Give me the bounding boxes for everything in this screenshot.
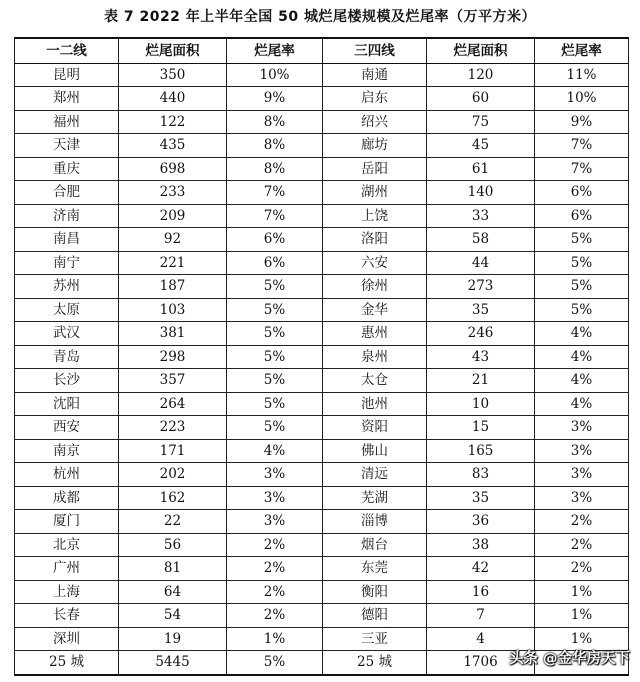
cell-tier1-area: 698 [119,157,227,181]
cell-tier3-city: 佛山 [323,439,427,463]
cell-tier3-area: 38 [427,533,535,557]
cell-tier3-area: 42 [427,557,535,581]
table-row [15,604,629,628]
cell-tier1-area: 298 [119,345,227,369]
cell-tier1-area: 233 [119,181,227,205]
cell-tier1-area: 81 [119,557,227,581]
cell-tier1-city: 西安 [15,416,119,440]
table-row [15,181,629,205]
cell-tier1-rate: 8% [227,110,323,134]
cell-tier1-city: 南京 [15,439,119,463]
cell-tier1-city: 苏州 [15,275,119,299]
cell-tier3-area: 60 [427,87,535,111]
col-header-tier3-rate: 烂尾率 [535,38,629,63]
cell-tier3-area: 35 [427,298,535,322]
cell-tier1-area: 187 [119,275,227,299]
cell-tier3-rate: 10% [535,87,629,111]
cell-tier1-rate: 5% [227,651,323,675]
cell-tier3-area: 246 [427,322,535,346]
cell-tier1-city: 北京 [15,533,119,557]
cell-tier1-city: 成都 [15,486,119,510]
cell-tier3-area: 1706 [427,651,535,675]
cell-tier3-rate: 6% [535,181,629,205]
cell-tier1-area: 171 [119,439,227,463]
cell-tier1-city: 上海 [15,580,119,604]
data-table [14,37,629,676]
cell-tier1-area: 209 [119,204,227,228]
cell-tier3-city: 资阳 [323,416,427,440]
table-row [15,298,629,322]
cell-tier1-city: 天津 [15,134,119,158]
table-row [15,322,629,346]
cell-tier3-area: 35 [427,486,535,510]
table-row [15,486,629,510]
cell-tier3-rate: 3% [535,439,629,463]
cell-tier3-area: 16 [427,580,535,604]
cell-tier1-city: 广州 [15,557,119,581]
cell-tier1-area: 64 [119,580,227,604]
table-title: 表 7 2022 年上半年全国 50 城烂尾楼规模及烂尾率（万平方米） [103,9,537,25]
cell-tier3-city: 上饶 [323,204,427,228]
table-row [15,251,629,275]
table-row [15,463,629,487]
cell-tier1-city: 昆明 [15,63,119,87]
cell-tier3-area: 75 [427,110,535,134]
cell-tier3-city: 岳阳 [323,157,427,181]
header-row [15,38,629,63]
table-row [15,533,629,557]
cell-tier3-city: 启东 [323,87,427,111]
cell-tier3-area: 43 [427,345,535,369]
table-row [15,110,629,134]
cell-tier3-rate: 4% [535,392,629,416]
cell-tier1-rate: 5% [227,322,323,346]
cell-tier3-rate: 4% [535,345,629,369]
cell-tier3-rate: 4% [535,322,629,346]
cell-tier3-area: 45 [427,134,535,158]
cell-tier3-city: 泉州 [323,345,427,369]
cell-tier1-city: 武汉 [15,322,119,346]
cell-tier1-rate: 5% [227,345,323,369]
cell-tier3-city: 东莞 [323,557,427,581]
cell-tier1-area: 5445 [119,651,227,675]
cell-tier1-area: 19 [119,627,227,651]
cell-tier1-rate: 9% [227,87,323,111]
cell-tier3-area: 165 [427,439,535,463]
cell-tier3-area: 36 [427,510,535,534]
cell-tier1-city: 重庆 [15,157,119,181]
cell-tier1-area: 202 [119,463,227,487]
cell-tier3-city: 德阳 [323,604,427,628]
cell-tier1-rate: 2% [227,557,323,581]
cell-tier3-rate: 4% [535,369,629,393]
cell-tier1-rate: 2% [227,580,323,604]
table-row [15,275,629,299]
table-row [15,439,629,463]
table-row [15,510,629,534]
cell-tier3-rate: 9% [535,110,629,134]
cell-tier1-rate: 3% [227,510,323,534]
cell-tier1-rate: 4% [227,439,323,463]
cell-tier1-area: 223 [119,416,227,440]
cell-tier3-city: 洛阳 [323,228,427,252]
cell-tier1-city: 南昌 [15,228,119,252]
cell-tier1-rate: 3% [227,463,323,487]
cell-tier1-city: 沈阳 [15,392,119,416]
cell-tier1-area: 350 [119,63,227,87]
cell-tier3-rate: 11% [535,63,629,87]
cell-tier1-city: 杭州 [15,463,119,487]
cell-tier1-city: 合肥 [15,181,119,205]
cell-tier1-area: 162 [119,486,227,510]
cell-tier1-rate: 7% [227,181,323,205]
table-row [15,345,629,369]
cell-tier3-city: 廊坊 [323,134,427,158]
cell-tier3-rate: 1% [535,604,629,628]
cell-tier1-area: 381 [119,322,227,346]
cell-tier3-area: 83 [427,463,535,487]
col-header-tier1-rate: 烂尾率 [227,38,323,63]
cell-tier1-city: 福州 [15,110,119,134]
table-row [15,134,629,158]
cell-tier3-city: 池州 [323,392,427,416]
cell-tier3-city: 清远 [323,463,427,487]
cell-tier3-city: 徐州 [323,275,427,299]
cell-tier3-rate: 2% [535,557,629,581]
cell-tier3-city: 太仓 [323,369,427,393]
cell-tier1-area: 103 [119,298,227,322]
cell-tier3-area: 33 [427,204,535,228]
cell-tier1-city: 25 城 [15,651,119,675]
cell-tier1-city: 长春 [15,604,119,628]
cell-tier1-rate: 8% [227,134,323,158]
cell-tier3-city: 惠州 [323,322,427,346]
cell-tier3-rate: 5% [535,298,629,322]
cell-tier3-area: 21 [427,369,535,393]
cell-tier3-area: 120 [427,63,535,87]
cell-tier1-area: 221 [119,251,227,275]
cell-tier3-rate: 3% [535,463,629,487]
cell-tier3-rate: 6% [535,204,629,228]
cell-tier3-rate: 7% [535,134,629,158]
table-row [15,204,629,228]
cell-tier1-rate: 5% [227,275,323,299]
cell-tier1-rate: 2% [227,604,323,628]
cell-tier1-area: 264 [119,392,227,416]
cell-tier1-area: 357 [119,369,227,393]
cell-tier3-area: 273 [427,275,535,299]
cell-tier3-rate: 5% [535,275,629,299]
cell-tier1-city: 长沙 [15,369,119,393]
col-header-tier1-area: 烂尾面积 [119,38,227,63]
cell-tier3-area: 10 [427,392,535,416]
cell-tier1-rate: 2% [227,533,323,557]
table-row [15,580,629,604]
cell-tier1-area: 22 [119,510,227,534]
cell-tier1-area: 92 [119,228,227,252]
cell-tier1-rate: 5% [227,369,323,393]
cell-tier3-area: 58 [427,228,535,252]
table-row [15,157,629,181]
col-header-tier3-city: 三四线 [323,38,427,63]
cell-tier1-area: 435 [119,134,227,158]
cell-tier1-rate: 1% [227,627,323,651]
cell-tier3-city: 三亚 [323,627,427,651]
col-header-tier3-area: 烂尾面积 [427,38,535,63]
cell-tier1-rate: 10% [227,63,323,87]
watermark: 头条 @金华房天下 [508,651,630,667]
cell-tier1-area: 54 [119,604,227,628]
cell-tier1-rate: 5% [227,392,323,416]
col-header-tier1-city: 一二线 [15,38,119,63]
cell-tier1-city: 深圳 [15,627,119,651]
cell-tier3-city: 南通 [323,63,427,87]
cell-tier3-rate: 2% [535,533,629,557]
cell-tier1-rate: 5% [227,298,323,322]
cell-tier3-city: 衡阳 [323,580,427,604]
cell-tier1-city: 青岛 [15,345,119,369]
cell-tier3-city: 金华 [323,298,427,322]
cell-tier1-rate: 6% [227,251,323,275]
cell-tier3-area: 140 [427,181,535,205]
cell-tier3-city: 芜湖 [323,486,427,510]
cell-tier1-rate: 7% [227,204,323,228]
cell-tier3-area: 61 [427,157,535,181]
table-row [15,87,629,111]
cell-tier3-rate: 5% [535,228,629,252]
cell-tier1-city: 济南 [15,204,119,228]
cell-tier3-city: 25 城 [323,651,427,675]
cell-tier3-city: 烟台 [323,533,427,557]
cell-tier3-area: 15 [427,416,535,440]
cell-tier3-area: 44 [427,251,535,275]
table-row [15,369,629,393]
table-row [15,392,629,416]
cell-tier3-rate: 1% [535,627,629,651]
cell-tier3-city: 湖州 [323,181,427,205]
table-row [15,557,629,581]
cell-tier1-city: 南宁 [15,251,119,275]
cell-tier1-area: 56 [119,533,227,557]
cell-tier3-city: 绍兴 [323,110,427,134]
cell-tier3-city: 淄博 [323,510,427,534]
cell-tier3-city: 六安 [323,251,427,275]
cell-tier3-rate: 1% [535,580,629,604]
cell-tier1-city: 太原 [15,298,119,322]
cell-tier1-rate: 8% [227,157,323,181]
cell-tier3-area: 7 [427,604,535,628]
cell-tier1-rate: 5% [227,416,323,440]
cell-tier3-rate: 7% [535,157,629,181]
cell-tier3-rate: 3% [535,486,629,510]
table-row [15,63,629,87]
cell-tier1-city: 郑州 [15,87,119,111]
cell-tier1-rate: 3% [227,486,323,510]
cell-tier3-area: 4 [427,627,535,651]
cell-tier1-area: 440 [119,87,227,111]
cell-tier3-rate: 3% [535,416,629,440]
table-row [15,228,629,252]
cell-tier1-city: 厦门 [15,510,119,534]
cell-tier3-rate: 5% [535,251,629,275]
cell-tier1-area: 122 [119,110,227,134]
cell-tier1-rate: 6% [227,228,323,252]
table-row [15,416,629,440]
cell-tier3-rate: 2% [535,510,629,534]
